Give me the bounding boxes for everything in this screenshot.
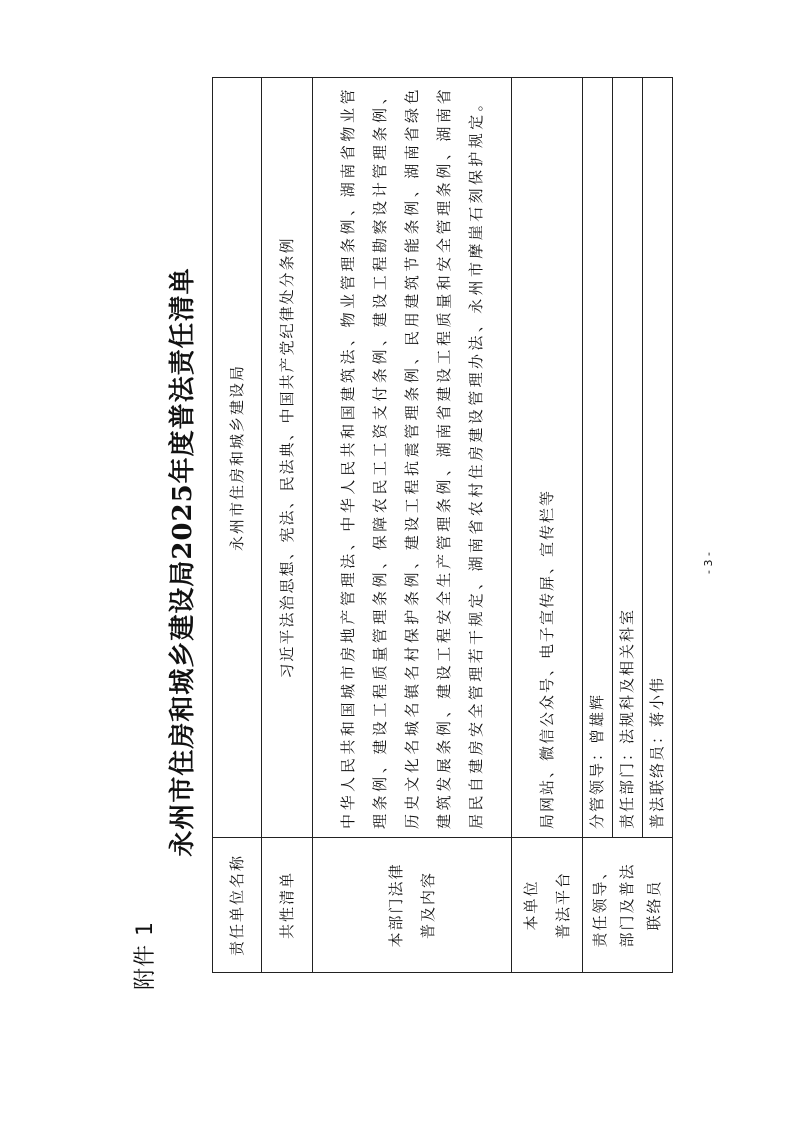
page-number: - 3 - bbox=[702, 552, 715, 574]
law-content-label bbox=[313, 838, 512, 973]
leader-label bbox=[583, 838, 673, 973]
leader-value: 分管领导：曾雄辉 bbox=[583, 78, 613, 838]
unit-name-label: 责任单位名称 bbox=[213, 838, 262, 973]
platform-label-line-2: 普法平台 bbox=[554, 871, 572, 940]
table-row-leader bbox=[583, 78, 613, 973]
leader-label-line-2: 部门及普法 bbox=[618, 862, 636, 948]
leader-label-line-1: 责任领导、 bbox=[591, 862, 609, 948]
unit-name-value: 永州市住房和城乡建设局 bbox=[213, 78, 262, 838]
platform-label bbox=[512, 838, 583, 973]
common-list-value: 习近平法治思想、宪法、民法典、中国共产党纪律处分条例 bbox=[262, 78, 313, 838]
table-row-platform bbox=[512, 78, 583, 973]
liaison-value: 普法联络员：蒋小伟 bbox=[643, 78, 673, 838]
law-content-label-line-1: 本部门法律 bbox=[387, 862, 405, 948]
table-row-law-content bbox=[313, 78, 512, 973]
common-list-label: 共性清单 bbox=[262, 838, 313, 973]
law-content-value: 中华人民共和国城市房地产管理法、中华人民共和国建筑法、物业管理条例、湖南省物业管理条例、建设工程质量管理条例、保障农民工工资支付条例、建设工程勘察设计管理条例、历史文化名城名镇名村保护条例、建设工程抗震管理条例、民用建筑节能条例、湖南省绿色建筑发展条例、建设工程安全生产管理条例、湖南省建设工程质量和安全管理条例、湖南省居民自建房安全管理若干规定、湖南省农村住房建设管理办法、永州市摩崖石刻保护规定。 bbox=[313, 78, 512, 838]
document-title: 永州市住房和城乡建设局2025年度普法责任清单 bbox=[168, 267, 198, 857]
table-row-unit-name bbox=[213, 78, 262, 973]
table-row-common-list bbox=[262, 78, 313, 973]
law-content-label-line-2: 普及内容 bbox=[419, 871, 437, 940]
platform-label-line-1: 本单位 bbox=[522, 879, 540, 931]
responsibility-table bbox=[212, 77, 673, 973]
attachment-label: 附件 1 bbox=[133, 921, 158, 990]
platform-value: 局网站、微信公众号、电子宣传屏、宣传栏等 bbox=[512, 78, 583, 838]
dept-value: 责任部门：法规科及相关科室 bbox=[613, 78, 643, 838]
leader-label-line-3: 联络员 bbox=[645, 879, 663, 931]
